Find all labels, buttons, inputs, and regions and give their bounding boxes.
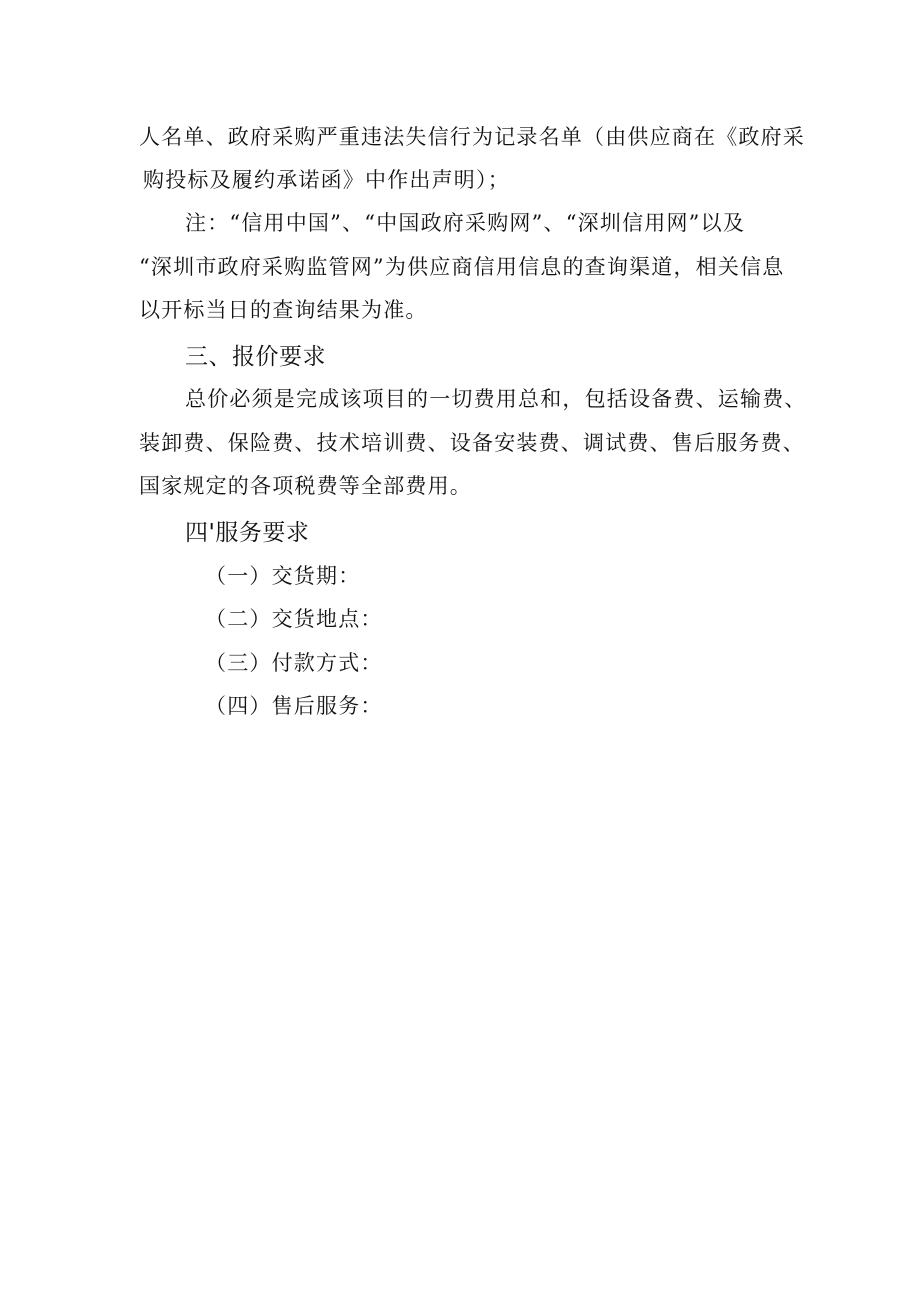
- paragraph-line: 国家规定的各项税费等全部费用。: [139, 474, 472, 498]
- list-item: （一）交货期：: [205, 564, 361, 588]
- paragraph-line: 总价必须是完成该项目的一切费用总和，包括设备费、运输费、: [185, 387, 807, 411]
- note-line: 注：“信用中国”、“中国政府采购网”、“深圳信用网”以及: [185, 211, 746, 235]
- paragraph-line: 装卸费、保险费、技术培训费、设备安装费、调试费、售后服务费、: [139, 431, 805, 455]
- paragraph-line: 人名单、政府采购严重违法失信行为记录名单（由供应商在《政府采: [139, 125, 805, 149]
- paragraph-line: 购投标及履约承诺函》中作出声明）；: [143, 168, 510, 192]
- section-heading-pricing: 三、报价要求: [185, 344, 326, 370]
- list-item: （三）付款方式：: [205, 651, 383, 675]
- note-line: “深圳市政府采购监管网”为供应商信用信息的查询渠道，相关信息: [139, 255, 785, 279]
- list-item: （四）售后服务：: [205, 694, 383, 718]
- note-line: 以开标当日的查询结果为准。: [139, 298, 428, 322]
- section-heading-service: 四'服务要求: [185, 520, 310, 546]
- list-item: （二）交货地点：: [205, 607, 383, 631]
